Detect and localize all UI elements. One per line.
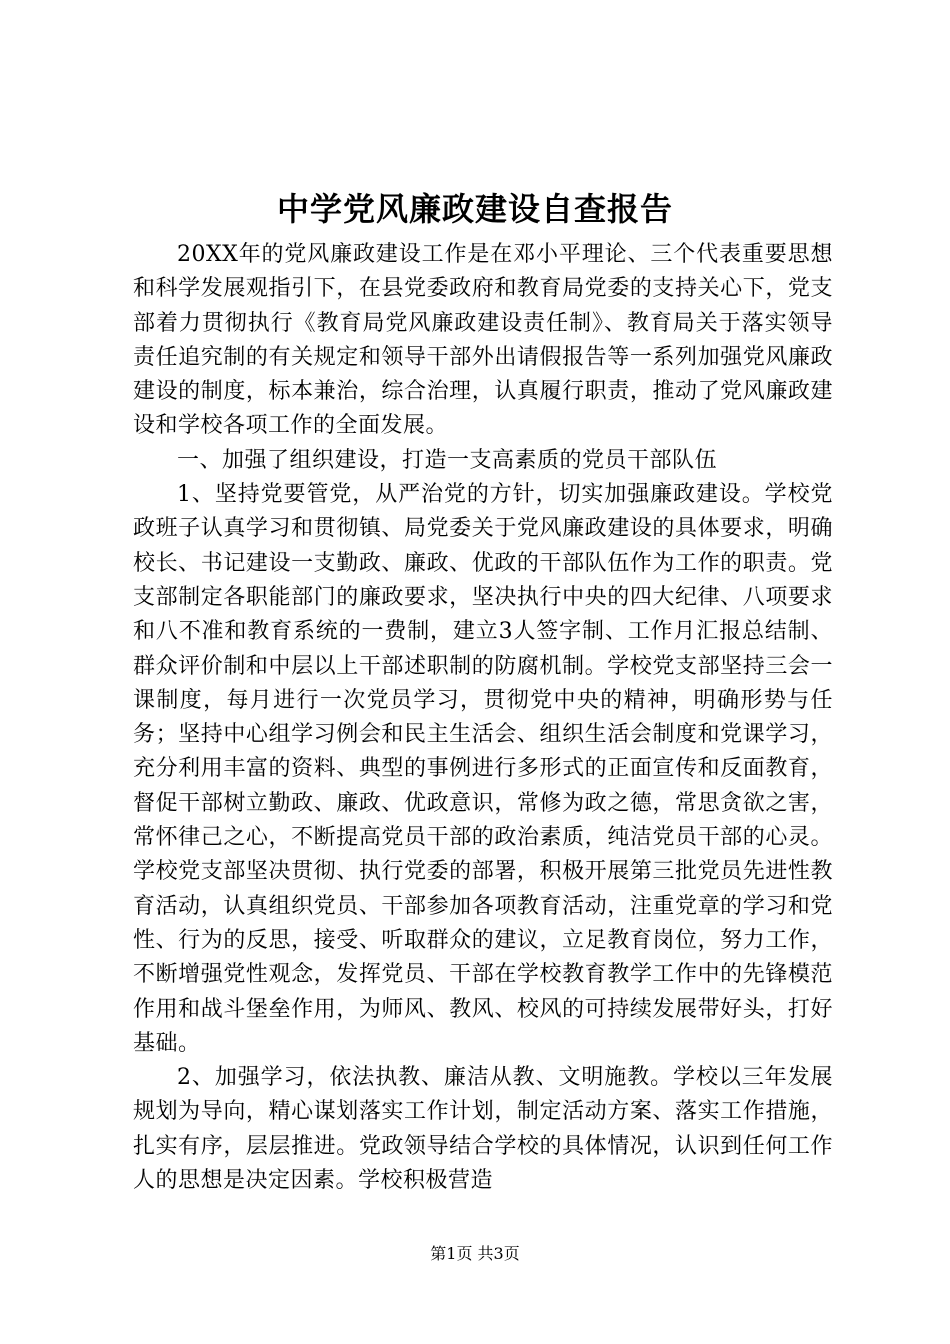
paragraph-item-2: 2、加强学习，依法执教、廉洁从教、文明施教。学校以三年发展规划为导向，精心谋划落实工作计划，制定活动方案、落实工作措施，扎实有序，层层推进。党政领导结合学校的具体情况，认识到任何工作人的思想是决定因素。学校积极营造 [133,1065,833,1194]
page-footer: 第1页 共3页 [430,1244,520,1263]
document-body [133,238,833,1198]
paragraph-intro: 20XX年的党风廉政建设工作是在邓小平理论、三个代表重要思想和科学发展观指引下，在县党委政府和教育局党委的支持关心下，党支部着力贯彻执行《教育局党风廉政建设责任制》、教育局关于落实领导责任追究制的有关规定和领导干部外出请假报告等一系列加强党风廉政建设的制度，标本兼治，综合治理，认真履行职责，推动了党风廉政建设和学校各项工作的全面发展。 [133,242,833,439]
document-title: 中学党风廉政建设自查报告 [276,190,673,228]
section-heading-1: 一、加强了组织建设，打造一支高素质的党员干部队伍 [177,447,718,473]
paragraph-item-1: 1、坚持党要管党，从严治党的方针，切实加强廉政建设。学校党政班子认真学习和贯彻镇、局党委关于党风廉政建设的具体要求，明确校长、书记建设一支勤政、廉政、优政的干部队伍作为工作的职责。党支部制定各职能部门的廉政要求，坚决执行中央的四大纪律、八项要求和八不准和教育系统的一费制，建立3人签字制、工作月汇报总结制、群众评价制和中层以上干部述职制的防腐机制。学校党支部坚持三会一课制度，每月进行一次党员学习，贯彻党中央的精神，明确形势与任务；坚持中心组学习例会和民主生活会、组织生活会制度和党课学习，充分利用丰富的资料、典型的事例进行多形式的正面宣传和反面教育，督促干部树立勤政、廉政、优政意识，常修为政之德，常思贪欲之害，常怀律己之心，不断提高党员干部的政治素质，纯洁党员干部的心灵。学校党支部坚决贯彻、执行党委的部署，积极开展第三批党员先进性教育活动，认真组织党员、干部参加各项教育活动，注重党章的学习和党性、行为的反思，接受、听取群众的建议，立足教育岗位，努力工作，不断增强党性观念，发挥党员、干部在学校教育教学工作中的先锋模范作用和战斗堡垒作用，为师风、教风、校风的可持续发展带好头，打好基础。 [133,482,833,1056]
